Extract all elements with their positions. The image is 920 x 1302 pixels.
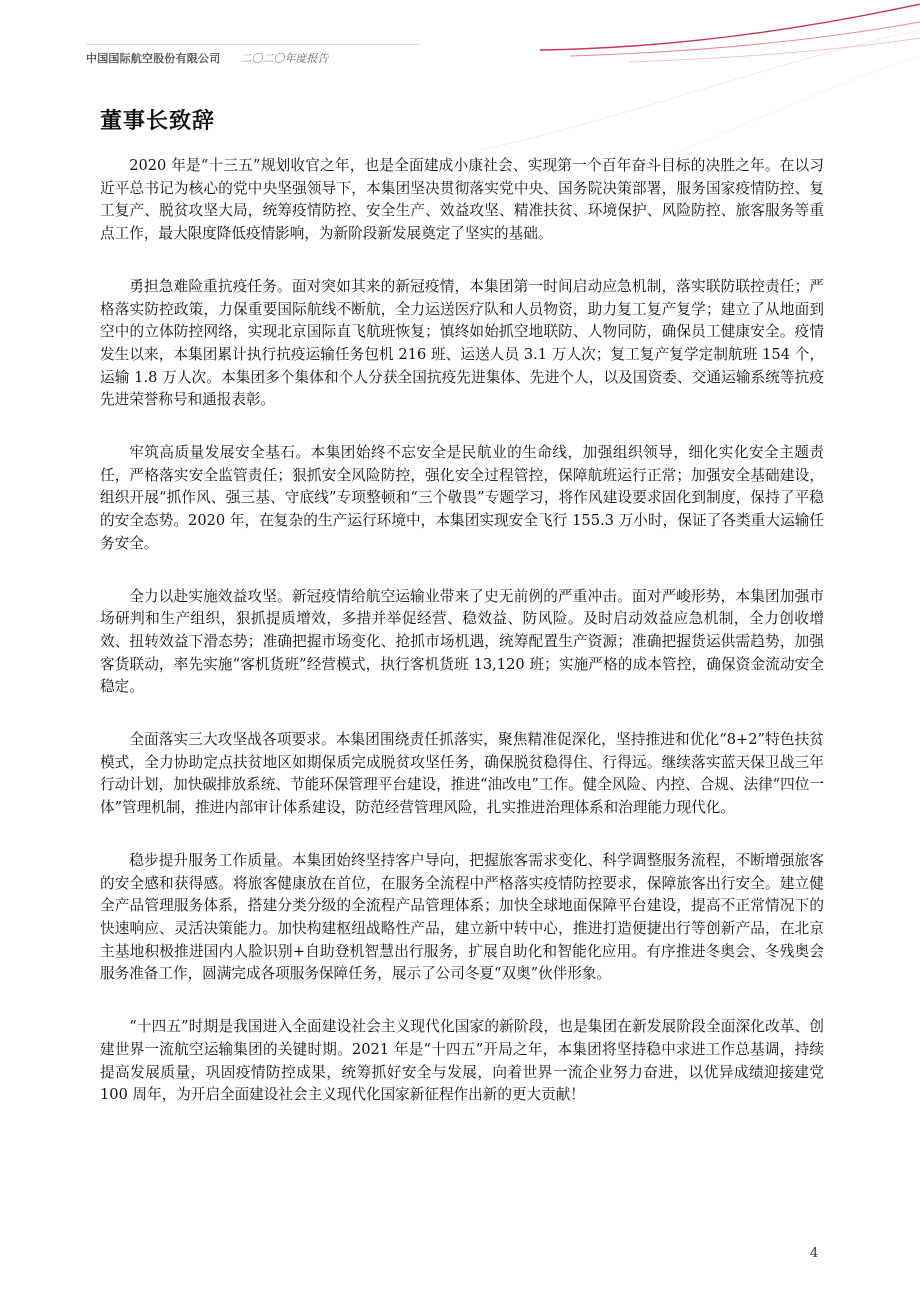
paragraph-outlook: “十四五”时期是我国进入全面建设社会主义现代化国家的新阶段，也是集团在新发展阶段全面深化改革、创建世界一流航空运输集团的关键时期。2021 年是“十四五”开局之年，本集团将坚持稳中求进工作总基调，持续提高发展质量，巩固疫情防控成果，统筹抓好安全与发展，向着世界一流企业努力奋进，以优异成绩迎接建党 100 周年，为开启全面建设社会主义现代化国家新征程作出新的更大贡献！ — [100, 1018, 824, 1104]
paragraph-epidemic: 勇担急难险重抗疫任务。面对突如其来的新冠疫情，本集团第一时间启动应急机制，落实联防联控责任；严格落实防控政策，力保重要国际航线不断航，全力运送医疗队和人员物资，助力复工复产复学；建立了从地面到空中的立体防控网络，实现北京国际直飞航班恢复；慎终如始抓空地联防、人物同防，确保员工健康安全。疫情发生以来，本集团累计执行抗疫运输任务包机 216 班、运送人员 3.1 万人次；复工复产复学定制航班 154 个，运输 1.8 万人次。本集团多个集体和个人分获全国抗疫先进集体、先进个人，以及国资委、交通运输系统等抗疫先进荣誉称号和通报表彰。 — [100, 277, 824, 409]
header-company: 中国国际航空股份有限公司 — [86, 52, 221, 65]
page-header — [86, 50, 426, 66]
paragraph-service: 稳步提升服务工作质量。本集团始终坚持客户导向，把握旅客需求变化、科学调整服务流程，不断增强旅客的安全感和获得感。将旅客健康放在首位，在服务全流程中严格落实疫情防控要求，保障旅客出行安全。建立健全产品管理服务体系，搭建分类分级的全流程产品管理体系；加快全球地面保障平台建设，提高不正常情况下的快速响应、灵活决策能力。加快构建枢纽战略性产品，建立新中转中心，推进打造便捷出行等创新产品，在北京主基地积极推进国内人脸识别+自助登机智慧出行服务，扩展自助化和智能化应用。有序推进冬奥会、冬残奥会服务准备工作，圆满完成各项服务保障任务，展示了公司冬夏“双奥”伙伴形象。 — [100, 851, 824, 983]
paragraph-intro: 2020 年是“十三五”规划收官之年，也是全面建成小康社会、实现第一个百年奋斗目标的决胜之年。在以习近平总书记为核心的党中央坚强领导下，本集团坚决贯彻落实党中央、国务院决策部署，服务国家疫情防控、复工复产、脱贫攻坚大局，统筹疫情防控、安全生产、效益攻坚、精准扶贫、环境保护、风险防控、旅客服务等重点工作，最大限度降低疫情影响，为新阶段新发展奠定了坚实的基础。 — [100, 157, 824, 243]
paragraph-three-battles: 全面落实三大攻坚战各项要求。本集团围绕责任抓落实，聚焦精准促深化，坚持推进和优化“8+2”特色扶贫模式，全力协助定点扶贫地区如期保质完成脱贫攻坚任务，确保脱贫稳得住、行得远。继续落实蓝天保卫战三年行动计划，加快碳排放系统、节能环保管理平台建设，推进“油改电”工作。健全风险、内控、合规、法律“四位一体”管理机制，推进内部审计体系建设，防范经营管理风险，扎实推进治理体系和治理能力现代化。 — [100, 731, 824, 817]
letter-body — [100, 155, 824, 1137]
paragraph-safety: 牢筑高质量发展安全基石。本集团始终不忘安全是民航业的生命线，加强组织领导，细化实化安全主题责任，严格落实安全监管责任；狠抓安全风险防控，强化安全过程管控，保障航班运行正常；加强安全基础建设，组织开展“抓作风、强三基、守底线”专项整顿和“三个敬畏”专题学习，将作风建设要求固化到制度，保持了平稳的安全态势。2020 年，在复杂的生产运行环境中，本集团实现安全飞行 155.3 万小时，保证了各类重大运输任务安全。 — [100, 444, 824, 552]
paragraph-efficiency: 全力以赴实施效益攻坚。新冠疫情给航空运输业带来了史无前例的严重冲击。面对严峻形势，本集团加强市场研判和生产组织，狠抓提质增效，多措并举促经营、稳效益、防风险。及时启动效益应急机制，全力创收增效、扭转效益下滑态势；准确把握市场变化、抢抓市场机遇，统筹配置生产资源；准确把握货运供需趋势，加强客货联动，率先实施“客机货班”经营模式，执行客机货班 13,120 班；实施严格的成本管控，确保资金流动安全稳定。 — [100, 587, 824, 696]
page-title: 董事长致辞 — [100, 109, 216, 134]
header-report-title: 二〇二〇年度报告 — [240, 52, 329, 65]
header-divider — [86, 44, 420, 45]
page-number: 4 — [810, 1246, 819, 1261]
